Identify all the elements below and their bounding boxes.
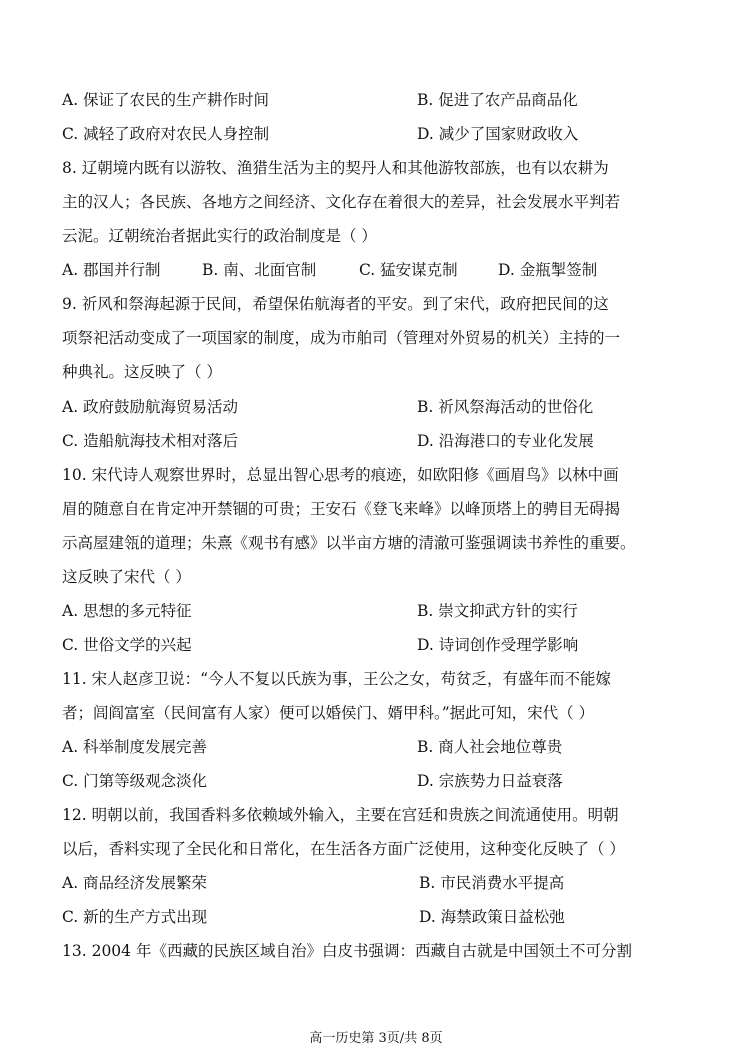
q10-option-c: C. 世俗文学的兴起 xyxy=(62,636,192,654)
q11-option-a: A. 科举制度发展完善 xyxy=(62,738,208,756)
q8-option-a: A. 郡国并行制 xyxy=(62,261,161,279)
q11-option-d: D. 宗族势力日益衰落 xyxy=(417,772,563,790)
q9-stem-line: 种典礼。这反映了（ ） xyxy=(62,363,222,381)
q8-stem-line: 主的汉人；各民族、各地方之间经济、文化存在着很大的差异，社会发展水平判若 xyxy=(62,193,621,211)
q10-stem-line: 示高屋建瓴的道理；朱熹《观书有感》以半亩方塘的清澈可鉴强调读书养性的重要。 xyxy=(62,534,636,552)
q12-stem-line: 12. 明朝以前，我国香料多依赖域外输入，主要在宫廷和贵族之间流通使用。明朝 xyxy=(62,806,619,824)
q10-stem-line: 眉的随意自在肯定冲开禁锢的可贵；王安石《登飞来峰》以峰顶塔上的骋目无碍揭 xyxy=(62,500,621,518)
q7-option-b: B. 促进了农产品商品化 xyxy=(417,91,578,109)
q10-option-d: D. 诗词创作受理学影响 xyxy=(417,636,579,654)
q9-option-c: C. 造船航海技术相对落后 xyxy=(62,432,239,450)
q7-option-c: C. 减轻了政府对农民人身控制 xyxy=(62,125,270,143)
q9-stem-line: 9. 祈风和祭海起源于民间，希望保佑航海者的平安。到了宋代，政府把民间的这 xyxy=(62,295,609,313)
q9-option-b: B. 祈风祭海活动的世俗化 xyxy=(417,398,594,416)
q10-option-b: B. 崇文抑武方针的实行 xyxy=(417,602,578,620)
q10-stem-line: 这反映了宋代（ ） xyxy=(62,568,191,586)
q11-stem-line: 11. 宋人赵彦卫说：“今人不复以氏族为事，王公之女，苟贫乏，有盛年而不能嫁 xyxy=(62,670,612,688)
q11-option-c: C. 门第等级观念淡化 xyxy=(62,772,208,790)
q12-option-a: A. 商品经济发展繁荣 xyxy=(62,874,208,892)
page-footer: 高一历史第 3页/共 8页 xyxy=(309,1031,443,1046)
q8-option-b: B. 南、北面官制 xyxy=(202,261,317,279)
q9-option-a: A. 政府鼓励航海贸易活动 xyxy=(62,398,239,416)
q11-option-b: B. 商人社会地位尊贵 xyxy=(417,738,563,756)
q7-option-d: D. 减少了国家财政收入 xyxy=(417,125,579,143)
q12-option-c: C. 新的生产方式出现 xyxy=(62,908,208,926)
q7-option-a: A. 保证了农民的生产耕作时间 xyxy=(62,91,270,109)
q8-option-d: D. 金瓶掣签制 xyxy=(498,261,598,279)
q13-stem-line: 13. 2004 年《西藏的民族区域自治》白皮书强调：西藏自古就是中国领土不可分割 xyxy=(62,942,632,960)
q10-stem-line: 10. 宋代诗人观察世界时，总显出智心思考的痕迹，如欧阳修《画眉鸟》以林中画 xyxy=(62,466,619,484)
q12-option-b: B. 市民消费水平提高 xyxy=(419,874,565,892)
q12-option-d: D. 海禁政策日益松弛 xyxy=(419,908,565,926)
q9-option-d: D. 沿海港口的专业化发展 xyxy=(417,432,594,450)
q8-stem-line: 云泥。辽朝统治者据此实行的政治制度是（ ） xyxy=(62,227,377,245)
q12-stem-line: 以后，香料实现了全民化和日常化，在生活各方面广泛使用，这种变化反映了（ ） xyxy=(62,840,625,858)
q9-stem-line: 项祭祀活动变成了一项国家的制度，成为市舶司（管理对外贸易的机关）主持的一 xyxy=(62,329,621,347)
q8-option-c: C. 猛安谋克制 xyxy=(359,261,458,279)
q11-stem-line: 者；闾阎富室（民间富有人家）便可以婚侯门、婿甲科。”据此可知，宋代（ ） xyxy=(62,704,595,722)
q10-option-a: A. 思想的多元特征 xyxy=(62,602,192,620)
q8-stem-line: 8. 辽朝境内既有以游牧、渔猎生活为主的契丹人和其他游牧部族，也有以农耕为 xyxy=(62,159,609,177)
